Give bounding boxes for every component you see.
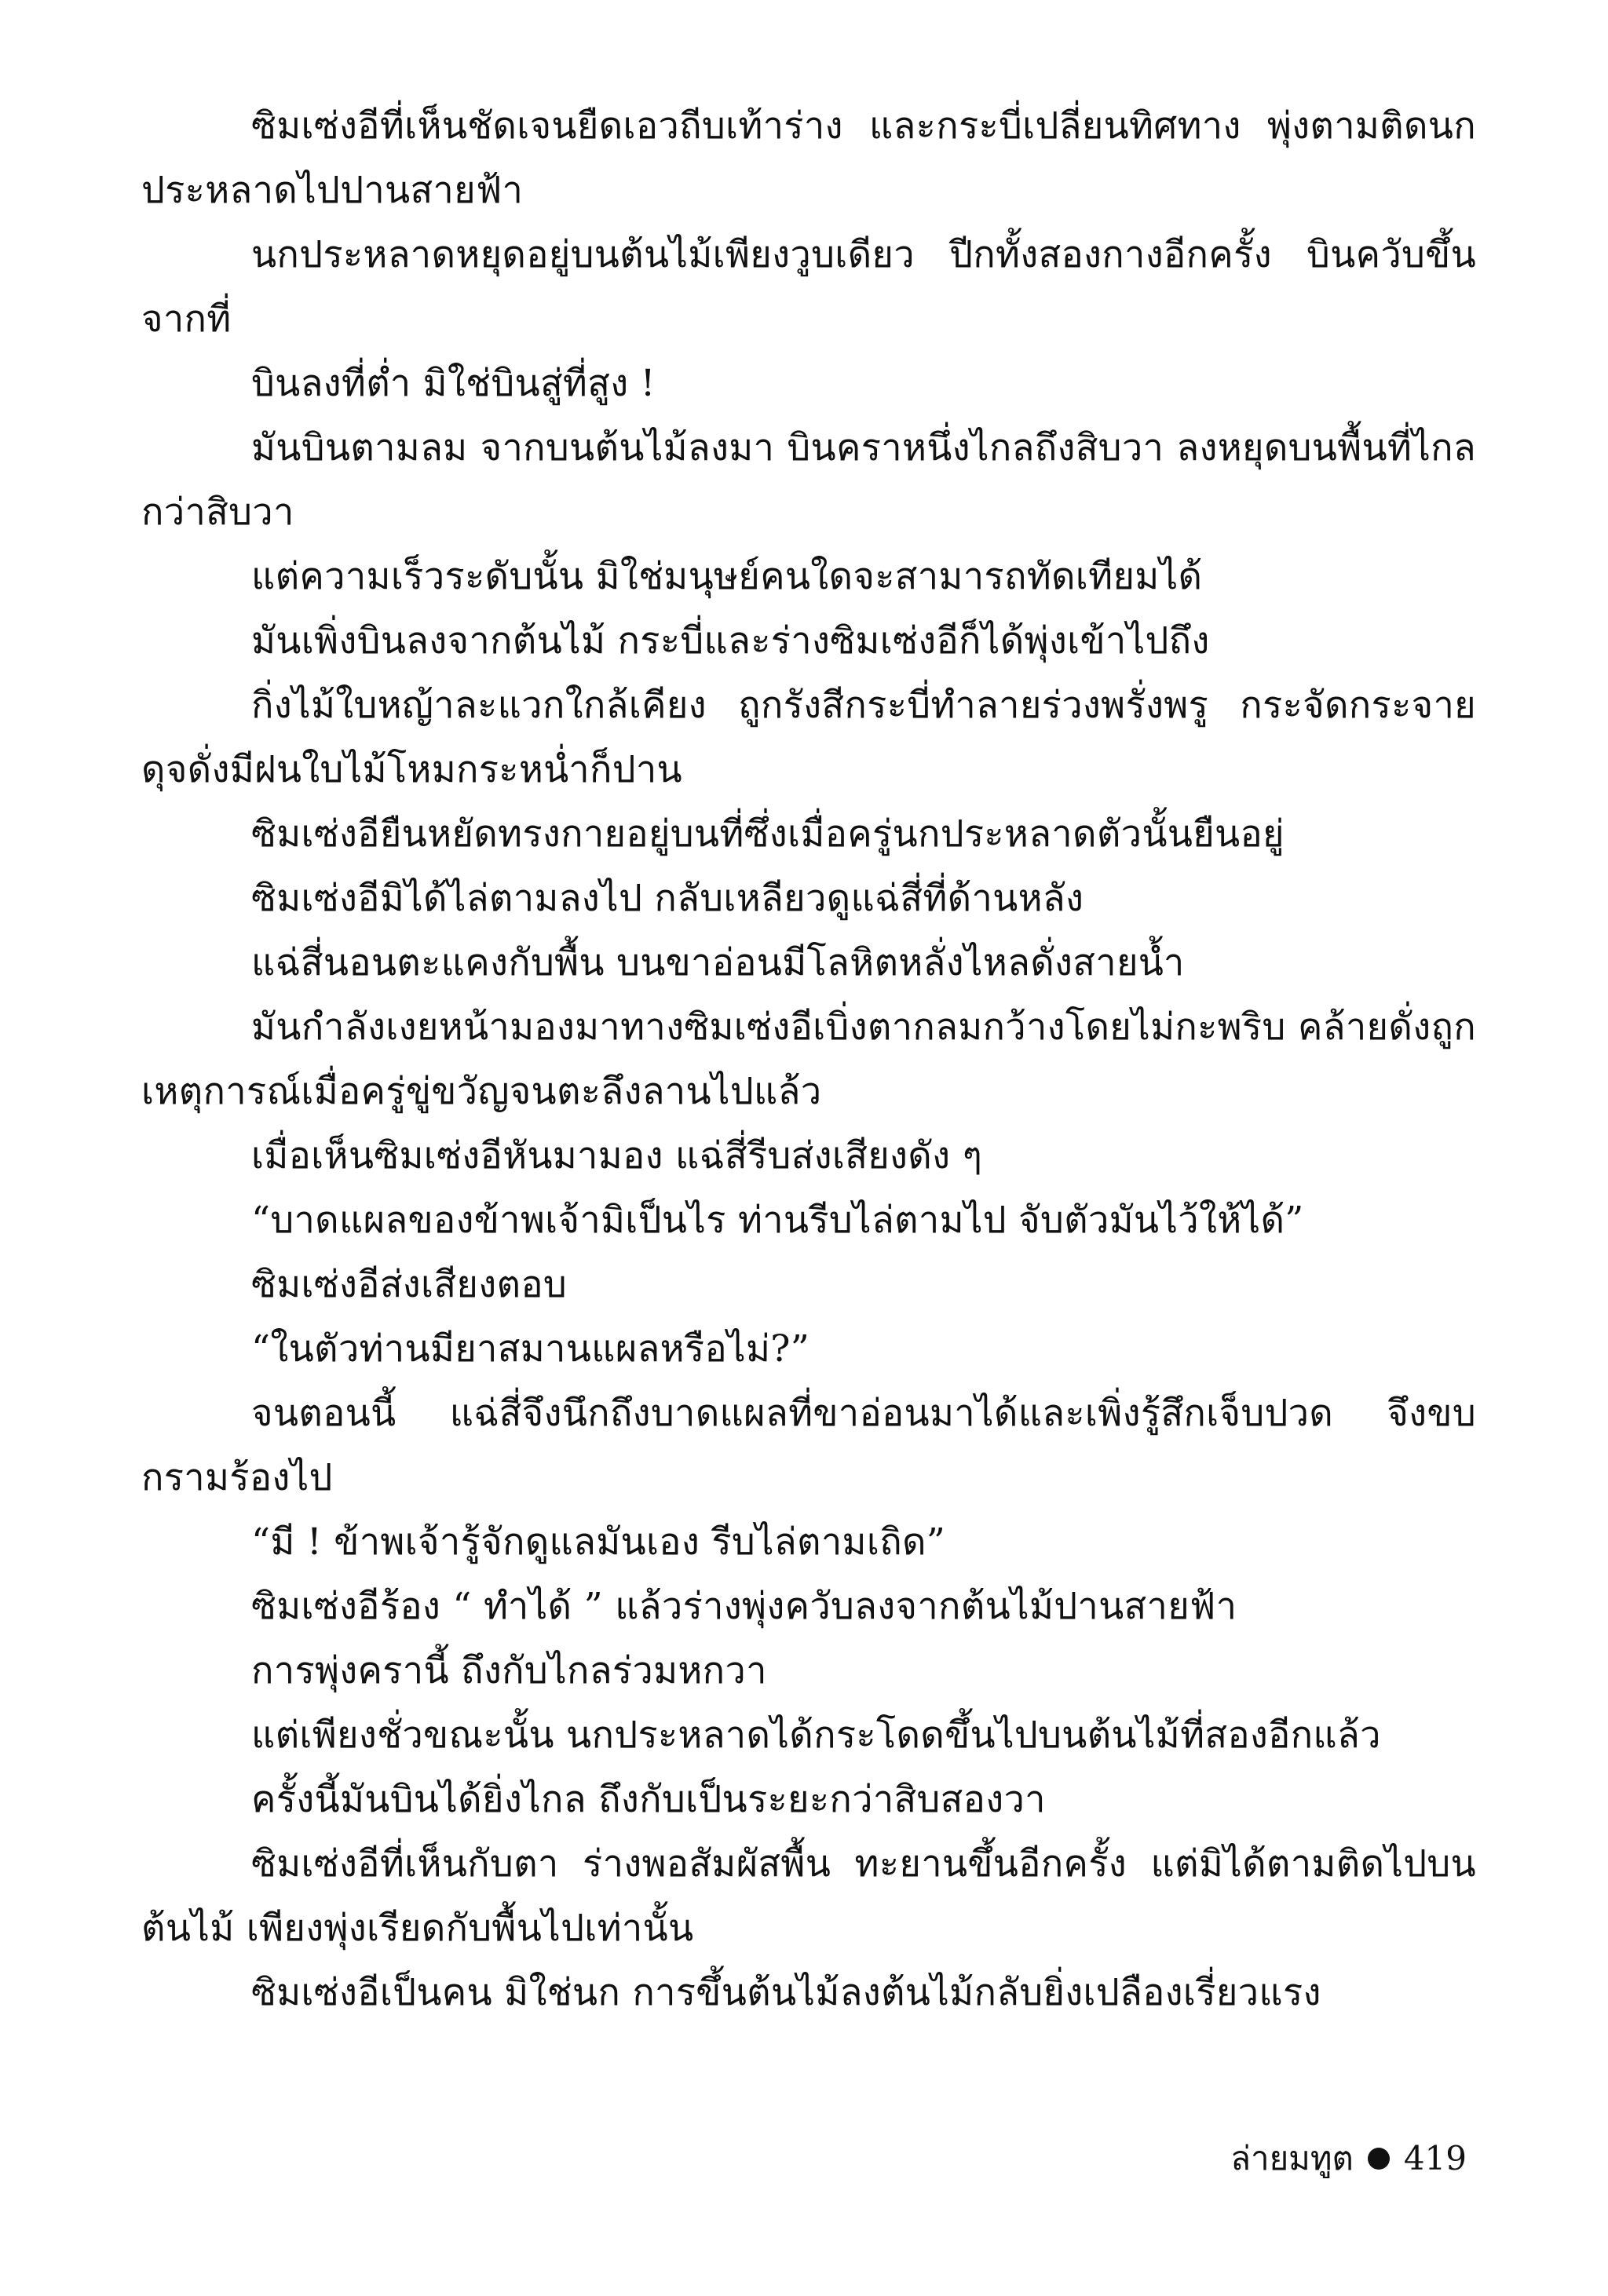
paragraph: กิ่งไม้ใบหญ้าละแวกใกล้เคียง ถูกรังสีกระบี่ทำลายร่วงพรั่งพรู กระจัดกระจายดุจดั่งมีฝนใบไม้โหมกระหน่ำก็ปาน [141,684,1476,791]
paragraph: เมื่อเห็นซิมเซ่งอีหันมามอง แฉ่สี่รีบส่งเสียงดัง ๆ [251,1134,983,1177]
paragraph: ซิมเซ่งอีที่เห็นชัดเจนยืดเอวถีบเท้าร่าง และกระบี่เปลี่ยนทิศทาง พุ่งตามติดนกประหลาดไปปานสายฟ้า [141,104,1476,212]
paragraph: นกประหลาดหยุดอยู่บนต้นไม้เพียงวูบเดียว ปีกทั้งสองกางอีกครั้ง บินควับขึ้นจากที่ [141,233,1476,341]
paragraph: แฉ่สี่นอนตะแคงกับพื้น บนขาอ่อนมีโลหิตหลั่งไหลดั่งสายน้ำ [251,941,1185,984]
page-number: 419 [1403,2139,1467,2177]
paragraph: “มี ! ข้าพเจ้ารู้จักดูแลมันเอง รีบไล่ตามเถิด” [251,1520,946,1564]
paragraph: ซิมเซ่งอียืนหยัดทรงกายอยู่บนที่ซึ่งเมื่อครู่นกประหลาดตัวนั้นยืนอยู่ [251,812,1285,856]
paragraph: แต่ความเร็วระดับนั้น มิใช่มนุษย์คนใดจะสามารถทัดเทียมได้ [251,555,1203,598]
paragraph: มันเพิ่งบินลงจากต้นไม้ กระบี่และร่างซิมเซ่งอีก็ได้พุ่งเข้าไปถึง [251,619,1210,663]
bullet-icon [1368,2148,1390,2170]
body-text [141,94,1476,2025]
paragraph: “บาดแผลของข้าพเจ้ามิเป็นไร ท่านรีบไล่ตามไป จับตัวมันไว้ให้ได้” [251,1199,1304,1242]
paragraph: ซิมเซ่งอีเป็นคน มิใช่นก การขึ้นต้นไม้ลงต้นไม้กลับยิ่งเปลืองเรี่ยวแรง [251,1971,1321,2014]
page-footer [1230,2135,1467,2182]
paragraph: ซิมเซ่งอีร้อง “ ทำได้ ” แล้วร่างพุ่งควับลงจากต้นไม้ปานสายฟ้า [251,1585,1237,1628]
paragraph: ซิมเซ่งอีส่งเสียงตอบ [251,1263,567,1306]
paragraph: ครั้งนี้มันบินได้ยิ่งไกล ถึงกับเป็นระยะกว่าสิบสองวา [251,1778,1046,1821]
paragraph: ซิมเซ่งอีที่เห็นกับตา ร่างพอสัมผัสพื้น ทะยานขึ้นอีกครั้ง แต่มิได้ตามติดไปบนต้นไม้ เพียงพุ่งเรียดกับพื้นไปเท่านั้น [141,1842,1476,1950]
paragraph: มันกำลังเงยหน้ามองมาทางซิมเซ่งอีเบิ่งตากลมกว้างโดยไม่กะพริบ คล้ายดั่งถูกเหตุการณ์เมื่อครู่ขู่ขวัญจนตะลึงลานไปแล้ว [141,1006,1476,1113]
book-title: ล่ายมทูต [1230,2139,1354,2177]
paragraph: การพุ่งครานี้ ถึงกับไกลร่วมหกวา [251,1649,767,1692]
paragraph: จนตอนนี้ แฉ่สี่จึงนึกถึงบาดแผลที่ขาอ่อนมาได้และเพิ่งรู้สึกเจ็บปวด จึงขบกรามร้องไป [141,1392,1476,1499]
paragraph: มันบินตามลม จากบนต้นไม้ลงมา บินคราหนึ่งไกลถึงสิบวา ลงหยุดบนพื้นที่ไกลกว่าสิบวา [141,426,1476,534]
paragraph: แต่เพียงชั่วขณะนั้น นกประหลาดได้กระโดดขึ้นไปบนต้นไม้ที่สองอีกแล้ว [251,1714,1381,1757]
paragraph: ซิมเซ่งอีมิได้ไล่ตามลงไป กลับเหลียวดูแฉ่สี่ที่ด้านหลัง [251,877,1084,920]
paragraph: บินลงที่ต่ำ มิใช่บินสู่ที่สูง ! [251,362,656,405]
paragraph: “ในตัวท่านมียาสมานแผลหรือไม่?” [251,1327,810,1371]
